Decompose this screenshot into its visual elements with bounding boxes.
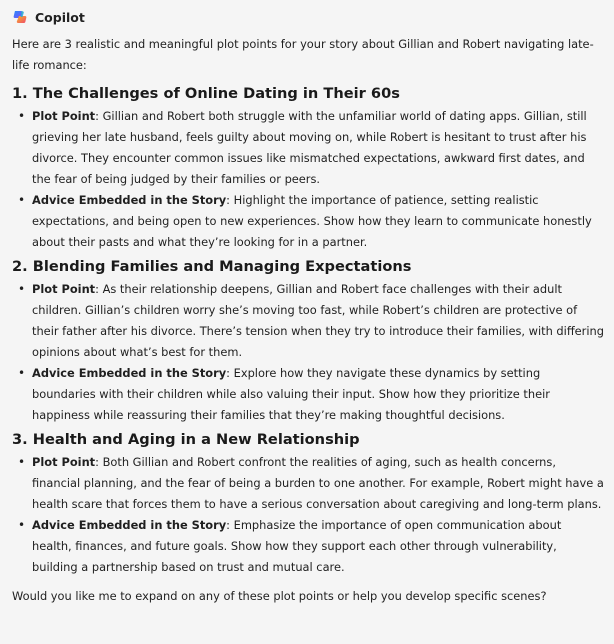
list-item: [12, 363, 604, 426]
section-bullet-list: [12, 452, 604, 578]
section-heading: 1. The Challenges of Online Dating in Their 60s: [12, 85, 400, 102]
item-label: Plot Point: [32, 455, 96, 469]
section-bullet-list: [12, 279, 604, 426]
item-label: Advice Embedded in the Story: [32, 366, 227, 380]
section-bullet-list: [12, 106, 604, 253]
closing-question: Would you like me to expand on any of these plot points or help you develop specific scenes?: [12, 589, 547, 603]
section-heading: 3. Health and Aging in a New Relationship: [12, 431, 360, 448]
item-text: : Gillian and Robert both struggle with the unfamiliar world of dating apps. Gillian, still grieving her late husband, feels guilty about moving on, while Robert is hesitant to trust after his divorce. They encounter common issues like mismatched expectations, awkward first dates, and the fear of being judged by their families or peers.: [32, 109, 587, 186]
list-item: [12, 190, 604, 253]
list-item: [12, 515, 604, 578]
item-text: : Highlight the importance of patience, setting realistic expectations, and being open to new experiences. Show how they learn to communicate honestly about their pasts and what they’re looking for in a partner.: [32, 193, 592, 249]
item-label: Advice Embedded in the Story: [32, 518, 227, 532]
assistant-message: [12, 34, 604, 607]
item-label: Plot Point: [32, 109, 96, 123]
item-text: : Both Gillian and Robert confront the realities of aging, such as health concerns, financial planning, and the fear of being a burden to one another. For example, Robert might have a health scare that forces them to have a serious conversation about caregiving and long-term plans.: [32, 455, 604, 511]
item-label: Advice Embedded in the Story: [32, 193, 227, 207]
item-text: : Explore how they navigate these dynamics by setting boundaries with their children while also valuing their input. Show how they prioritize their happiness while reassuring their families that they’re making thoughtful decisions.: [32, 366, 550, 422]
item-text: : As their relationship deepens, Gillian and Robert face challenges with their adult children. Gillian’s children worry she’s moving too fast, while Robert’s children are protective of their father after his divorce. There’s tension when they try to introduce their families, with differing opinions about what’s best for them.: [32, 282, 604, 359]
list-item: [12, 106, 604, 190]
section-heading: 2. Blending Families and Managing Expectations: [12, 258, 412, 275]
item-label: Plot Point: [32, 282, 96, 296]
app-title: Copilot: [35, 9, 85, 25]
item-text: : Emphasize the importance of open communication about health, finances, and future goals. Show how they support each other through vulnerability, building a partnership based on trust and mutual care.: [32, 518, 562, 574]
copilot-header: [12, 7, 604, 27]
intro-text: Here are 3 realistic and meaningful plot points for your story about Gillian and Robert navigating late-life romance:: [12, 37, 594, 72]
copilot-logo-icon: [12, 9, 28, 25]
list-item: [12, 452, 604, 515]
list-item: [12, 279, 604, 363]
